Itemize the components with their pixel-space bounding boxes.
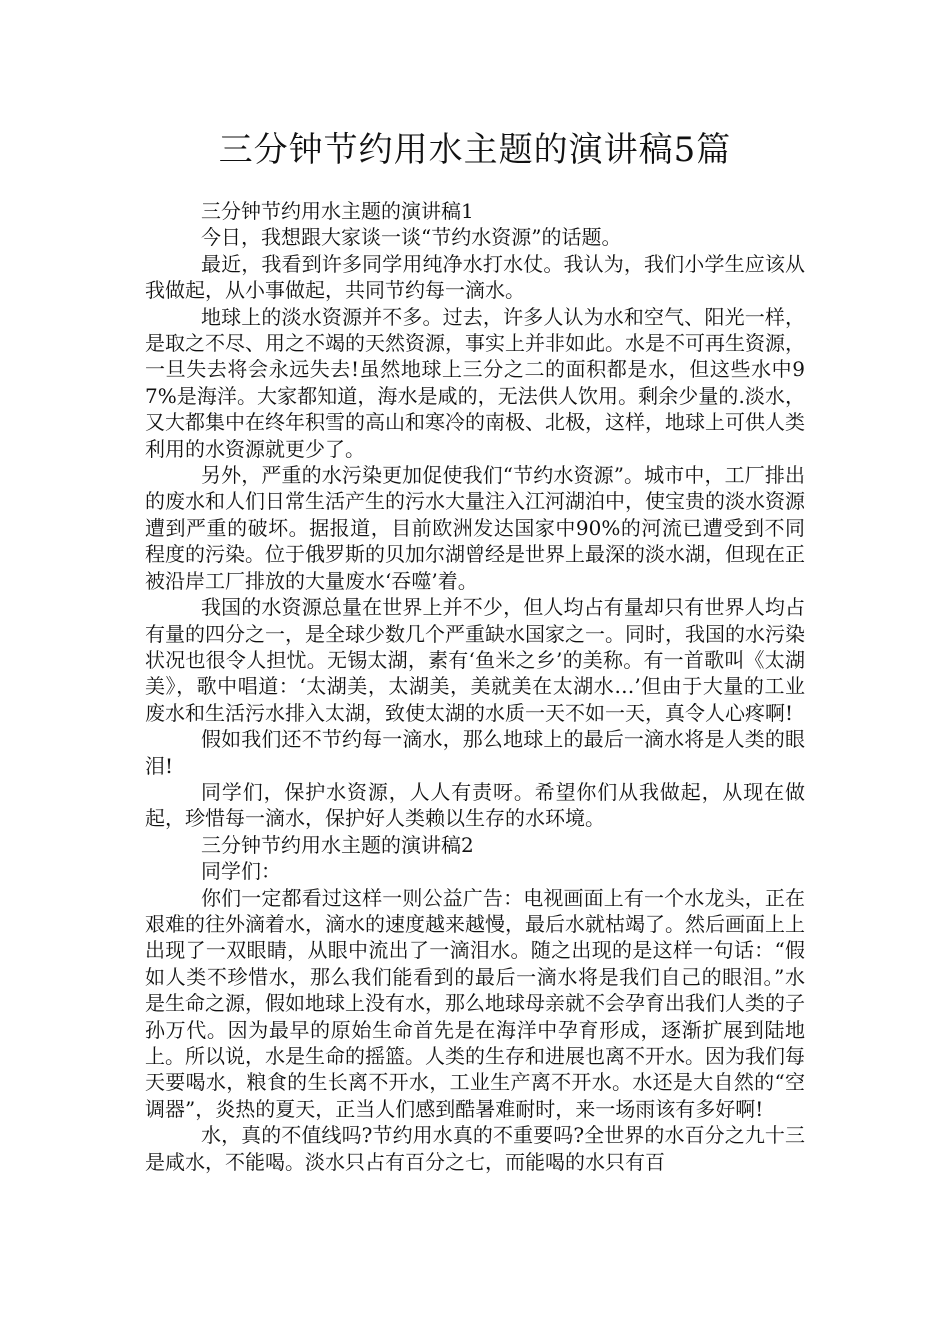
paragraph: 假如我们还不节约每一滴水，那么地球上的最后一滴水将是人类的眼泪! — [145, 727, 805, 778]
section-heading-2: 三分钟节约用水主题的演讲稿2 — [201, 832, 474, 857]
paragraph: 我国的水资源总量在世界上并不少，但人均占有量却只有世界人均占有量的四分之一，是全球少数几个严重缺水国家之一。同时，我国的水污染状况也很令人担忧。无锡太湖，素有‘鱼米之乡’的美称。有一首歌叫《太湖美》，歌中唱道：‘太湖美，太湖美，美就美在太湖水…’但由于大量的工业废水和生活污水排入太湖，致使太湖的水质一天不如一天，真令人心疼啊! — [145, 595, 805, 725]
paragraph: 水，真的不值线吗?节约用水真的不重要吗?全世界的水百分之九十三是咸水，不能喝。淡水只占有百分之七，而能喝的水只有百 — [145, 1123, 805, 1174]
paragraph: 同学们，保护水资源，人人有责呀。希望你们从我做起，从现在做起，珍惜每一滴水，保护好人类赖以生存的水环境。 — [145, 779, 805, 831]
salutation: 同学们： — [201, 859, 281, 884]
document-body — [145, 198, 805, 1175]
paragraph: 你们一定都看过这样一则公益广告：电视画面上有一个水龙头，正在艰难的往外滴着水，滴水的速度越来越慢，最后水就枯竭了。然后画面上上出现了一双眼睛，从眼中流出了一滴泪水。随之出现的是这样一句话：“假如人类不珍惜水，那么我们能看到的最后一滴水将是我们自己的眼泪。”水是生命之源，假如地球上没有水，那么地球母亲就不会孕育出我们人类的子孙万代。因为最早的原始生命首先是在海洋中孕育形成，逐渐扩展到陆地上。所以说，水是生命的摇篮。人类的生存和进展也离不开水。因为我们每天要喝水，粮食的生长离不开水，工业生产离不开水。水还是大自然的“空调器”，炎热的夏天，正当人们感到酷暑难耐时，来一场雨该有多好啊! — [145, 885, 805, 1121]
paragraph: 今日，我想跟大家谈一谈“节约水资源”的话题。 — [201, 225, 622, 250]
paragraph: 最近，我看到许多同学用纯净水打水仗。我认为，我们小学生应该从我做起，从小事做起，共同节约每一滴水。 — [145, 251, 805, 303]
section-heading-1: 三分钟节约用水主题的演讲稿1 — [201, 199, 474, 223]
paragraph: 另外，严重的水污染更加促使我们“节约水资源”。城市中，工厂排出的废水和人们日常生活产生的污水大量注入江河湖泊中，使宝贵的淡水资源遭到严重的破坏。据报道，目前欧洲发达国家中90%的河流已遭受到不同程度的污染。位于俄罗斯的贝加尔湖曾经是世界上最深的淡水湖，但现在正被沿岸工厂排放的大量废水‘吞噬’着。 — [145, 463, 805, 593]
paragraph: 地球上的淡水资源并不多。过去，许多人认为水和空气、阳光一样，是取之不尽、用之不竭的天然资源，事实上并非如此。水是不可再生资源，一旦失去将会永远失去!虽然地球上三分之二的面积都是水，但这些水中97%是海洋。大家都知道，海水是咸的，无法供人饮用。剩余少量的.淡水，又大都集中在终年积雪的高山和寒冷的南极、北极，这样，地球上可供人类利用的水资源就更少了。 — [145, 304, 805, 461]
document-title: 三分钟节约用水主题的演讲稿5篇 — [218, 130, 732, 170]
